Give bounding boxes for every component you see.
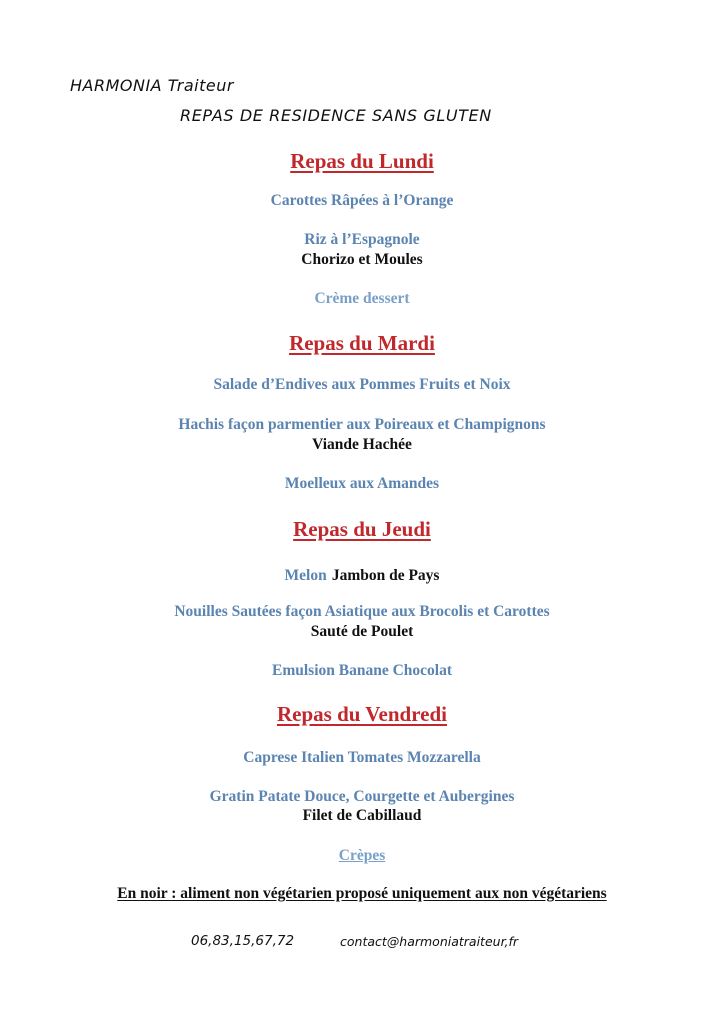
entree-mardi: Salade d’Endives aux Pommes Fruits et Noix xyxy=(213,376,511,393)
dessert-jeudi: Emulsion Banane Chocolat xyxy=(271,662,452,679)
legend-note: En noir : aliment non végétarien proposé uniquement aux non végétariens xyxy=(117,885,607,902)
day-title-jeudi: Repas du Jeudi xyxy=(293,517,431,541)
plat-jeudi: Nouilles Sautées façon Asiatique aux Brocolis et Carottes xyxy=(174,603,550,620)
entree-jeudi: Melon xyxy=(284,567,327,584)
entree-vendredi: Caprese Italien Tomates Mozzarella xyxy=(243,749,481,766)
plat-lundi: Riz à l’Espagnole xyxy=(304,231,420,248)
entree-lundi: Carottes Râpées à l’Orange xyxy=(270,192,454,209)
company-name: HARMONIA Traiteur xyxy=(70,76,234,95)
plat-mardi: Hachis façon parmentier aux Poireaux et Champignons xyxy=(178,416,546,433)
entree-meat-jeudi: Jambon de Pays xyxy=(331,567,440,584)
day-title-lundi: Repas du Lundi xyxy=(290,149,434,173)
dessert-vendredi: Crèpes xyxy=(338,847,386,864)
plat-meat-mardi: Viande Hachée xyxy=(312,436,412,453)
day-title-mardi: Repas du Mardi xyxy=(289,331,435,355)
plat-meat-vendredi: Filet de Cabillaud xyxy=(302,807,422,824)
menu-subtitle: REPAS DE RESIDENCE SANS GLUTEN xyxy=(180,106,492,125)
day-title-vendredi: Repas du Vendredi xyxy=(276,702,447,726)
plat-meat-lundi: Chorizo et Moules xyxy=(301,251,423,268)
phone-number: 06,83,15,67,72 xyxy=(191,933,295,949)
dessert-mardi: Moelleux aux Amandes xyxy=(284,475,440,492)
plat-vendredi: Gratin Patate Douce, Courgette et Aubergines xyxy=(209,788,515,805)
entree-line-jeudi xyxy=(0,565,724,585)
dessert-lundi: Crème dessert xyxy=(314,290,410,307)
contact-email: contact@harmoniatraiteur,fr xyxy=(340,934,519,949)
plat-meat-jeudi: Sauté de Poulet xyxy=(310,623,414,640)
